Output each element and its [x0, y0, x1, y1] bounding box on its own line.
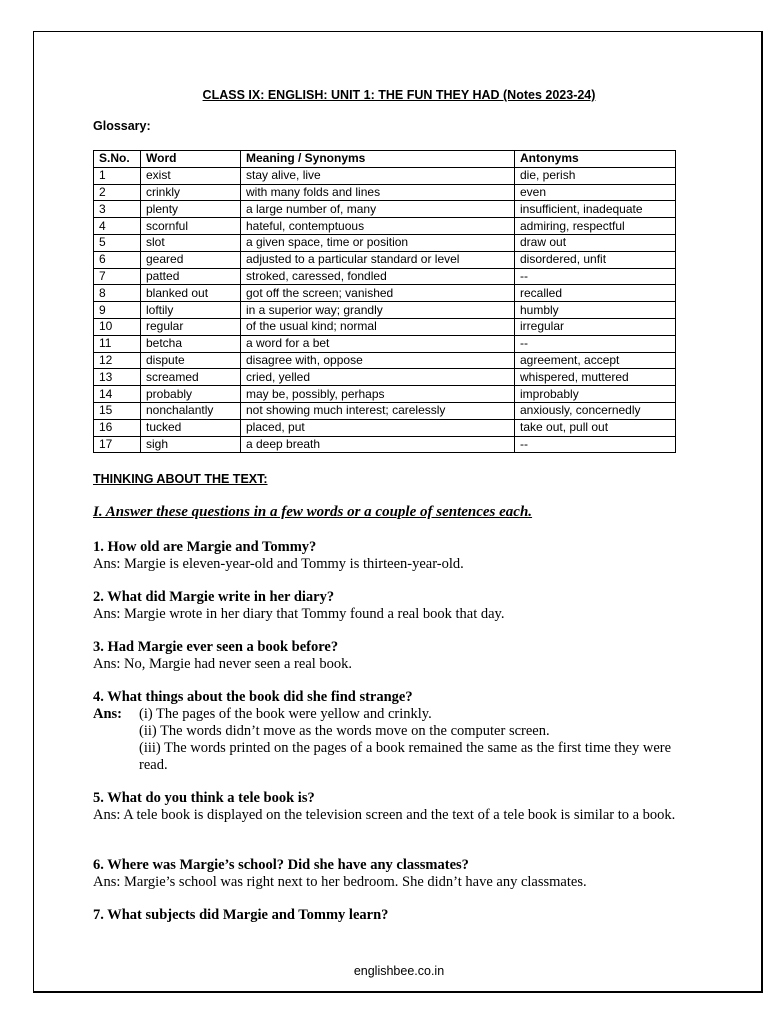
answer-5: Ans: A tele book is displayed on the television screen and the text of a tele book is similar to a book. [93, 807, 676, 823]
cell-word: probably [141, 386, 241, 403]
table-row [94, 201, 676, 218]
table-row [94, 402, 676, 419]
cell-antonyms: whispered, muttered [515, 369, 676, 386]
cell-antonyms: -- [515, 268, 676, 285]
question-4: 4. What things about the book did she find strange? [93, 689, 413, 705]
cell-sno: 10 [94, 318, 141, 335]
question-2: 2. What did Margie write in her diary? [93, 589, 335, 605]
table-row [94, 251, 676, 268]
question-block-2 [93, 589, 683, 623]
cell-antonyms: insufficient, inadequate [515, 201, 676, 218]
cell-sno: 15 [94, 402, 141, 419]
cell-meaning: a word for a bet [241, 335, 515, 352]
table-row [94, 352, 676, 369]
question-1: 1. How old are Margie and Tommy? [93, 539, 317, 555]
answer-4-item-2: (ii) The words didn’t move as the words move on the computer screen. [139, 723, 550, 739]
cell-sno: 3 [94, 201, 141, 218]
document-title: CLASS IX: ENGLISH: UNIT 1: THE FUN THEY HAD (Notes 2023-24) [202, 88, 596, 102]
table-row [94, 335, 676, 352]
document-page [33, 31, 763, 993]
table-row [94, 218, 676, 235]
cell-word: screamed [141, 369, 241, 386]
instruction: I. Answer these questions in a few words or a couple of sentences each. [93, 504, 533, 520]
cell-word: regular [141, 318, 241, 335]
table-row [94, 419, 676, 436]
table-row [94, 318, 676, 335]
cell-word: crinkly [141, 184, 241, 201]
question-6: 6. Where was Margie’s school? Did she have any classmates? [93, 857, 469, 873]
cell-antonyms: draw out [515, 234, 676, 251]
cell-antonyms: recalled [515, 285, 676, 302]
table-row [94, 436, 676, 453]
table-row [94, 184, 676, 201]
cell-sno: 17 [94, 436, 141, 453]
table-row [94, 167, 676, 184]
cell-word: nonchalantly [141, 402, 241, 419]
cell-meaning: adjusted to a particular standard or level [241, 251, 515, 268]
question-block-6 [93, 857, 683, 891]
cell-meaning: stay alive, live [241, 167, 515, 184]
cell-sno: 16 [94, 419, 141, 436]
cell-meaning: placed, put [241, 419, 515, 436]
cell-meaning: a given space, time or position [241, 234, 515, 251]
answer-4-items [139, 706, 683, 774]
answer-3: Ans: No, Margie had never seen a real book. [93, 656, 353, 672]
cell-meaning: a large number of, many [241, 201, 515, 218]
cell-meaning: in a superior way; grandly [241, 302, 515, 319]
cell-meaning: cried, yelled [241, 369, 515, 386]
glossary-header-row [94, 151, 676, 168]
cell-antonyms: humbly [515, 302, 676, 319]
answer-1: Ans: Margie is eleven-year-old and Tommy is thirteen-year-old. [93, 556, 464, 572]
cell-word: plenty [141, 201, 241, 218]
cell-sno: 13 [94, 369, 141, 386]
answer-4-item-1: (i) The pages of the book were yellow and crinkly. [139, 706, 432, 722]
cell-meaning: a deep breath [241, 436, 515, 453]
cell-antonyms: irregular [515, 318, 676, 335]
question-block-7 [93, 907, 683, 924]
header-word: Word [141, 151, 241, 168]
answer-4 [93, 706, 683, 774]
cell-antonyms: agreement, accept [515, 352, 676, 369]
cell-meaning: stroked, caressed, fondled [241, 268, 515, 285]
glossary-table [93, 150, 676, 453]
header-sno: S.No. [94, 151, 141, 168]
cell-word: betcha [141, 335, 241, 352]
question-7: 7. What subjects did Margie and Tommy learn? [93, 907, 389, 923]
cell-antonyms: -- [515, 335, 676, 352]
cell-meaning: disagree with, oppose [241, 352, 515, 369]
table-row [94, 268, 676, 285]
cell-word: sigh [141, 436, 241, 453]
cell-sno: 9 [94, 302, 141, 319]
table-row [94, 285, 676, 302]
glossary-label: Glossary: [93, 119, 151, 133]
cell-antonyms: -- [515, 436, 676, 453]
table-row [94, 386, 676, 403]
section-heading: THINKING ABOUT THE TEXT: [93, 472, 268, 486]
cell-meaning: may be, possibly, perhaps [241, 386, 515, 403]
table-row [94, 369, 676, 386]
cell-word: dispute [141, 352, 241, 369]
question-block-3 [93, 639, 683, 673]
cell-word: scornful [141, 218, 241, 235]
glossary-body [94, 167, 676, 453]
answer-4-item-3: (iii) The words printed on the pages of a book remained the same as the first time they were read. [139, 740, 672, 773]
cell-sno: 1 [94, 167, 141, 184]
cell-meaning: with many folds and lines [241, 184, 515, 201]
cell-antonyms: take out, pull out [515, 419, 676, 436]
cell-word: slot [141, 234, 241, 251]
cell-sno: 6 [94, 251, 141, 268]
cell-sno: 14 [94, 386, 141, 403]
cell-sno: 5 [94, 234, 141, 251]
cell-meaning: hateful, contemptuous [241, 218, 515, 235]
cell-antonyms: even [515, 184, 676, 201]
question-block-1 [93, 539, 683, 573]
cell-sno: 8 [94, 285, 141, 302]
cell-antonyms: admiring, respectful [515, 218, 676, 235]
cell-word: exist [141, 167, 241, 184]
cell-meaning: got off the screen; vanished [241, 285, 515, 302]
cell-word: loftily [141, 302, 241, 319]
cell-meaning: of the usual kind; normal [241, 318, 515, 335]
answer-6: Ans: Margie’s school was right next to her bedroom. She didn’t have any classmates. [93, 874, 587, 890]
answer-4-label: Ans: [93, 706, 123, 722]
cell-word: blanked out [141, 285, 241, 302]
question-3: 3. Had Margie ever seen a book before? [93, 639, 339, 655]
cell-sno: 11 [94, 335, 141, 352]
cell-antonyms: disordered, unfit [515, 251, 676, 268]
cell-word: geared [141, 251, 241, 268]
header-meaning: Meaning / Synonyms [241, 151, 515, 168]
cell-sno: 12 [94, 352, 141, 369]
cell-antonyms: improbably [515, 386, 676, 403]
footer-site: englishbee.co.in [353, 964, 445, 978]
cell-word: patted [141, 268, 241, 285]
cell-sno: 7 [94, 268, 141, 285]
answer-2: Ans: Margie wrote in her diary that Tommy found a real book that day. [93, 606, 505, 622]
cell-sno: 4 [94, 218, 141, 235]
cell-antonyms: anxiously, concernedly [515, 402, 676, 419]
table-row [94, 302, 676, 319]
table-row [94, 234, 676, 251]
cell-antonyms: die, perish [515, 167, 676, 184]
cell-word: tucked [141, 419, 241, 436]
cell-sno: 2 [94, 184, 141, 201]
cell-meaning: not showing much interest; carelessly [241, 402, 515, 419]
header-antonyms: Antonyms [515, 151, 676, 168]
question-5: 5. What do you think a tele book is? [93, 790, 315, 806]
question-block-5 [93, 790, 683, 824]
question-block-4 [93, 689, 683, 774]
